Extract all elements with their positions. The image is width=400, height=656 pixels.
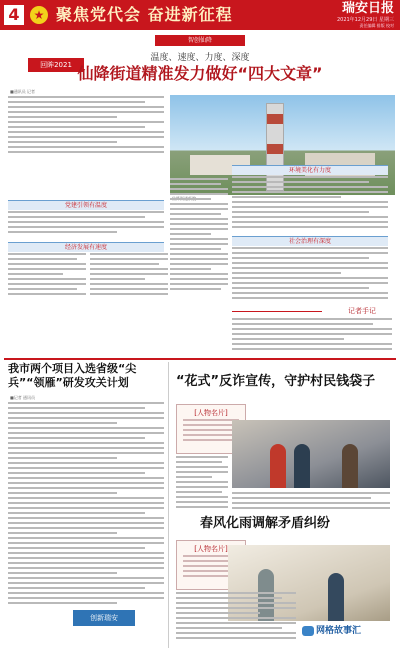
lead-body-text [8, 253, 86, 303]
story2-text [8, 402, 164, 606]
lead-headline: 仙降街道精准发力做好“四大文章” [77, 64, 323, 83]
retrospective-badge: 回眸2021 [28, 58, 84, 72]
story4-text [176, 592, 296, 648]
page-number: 4 [4, 5, 24, 25]
date-line: 2021年12月29日 星期三 [336, 17, 394, 23]
story2-byline: ■记者 通讯员 [10, 395, 36, 400]
lead-body-text [232, 176, 388, 234]
profile-card-label: [人物名片] [194, 545, 228, 553]
rule-line [232, 311, 322, 312]
lead-byline: ■通讯员 记者 [10, 89, 36, 94]
column-logo: 网格故事汇 [316, 626, 362, 636]
innovation-logo: 创新瑞安 [73, 610, 135, 626]
masthead-title: 聚焦党代会 奋进新征程 [56, 5, 233, 24]
section-banner: 智创仙降 [155, 35, 245, 46]
lead-body-text [8, 211, 164, 239]
editor-line: 责任编辑 排版 校对 [359, 23, 394, 28]
section-divider [4, 358, 396, 360]
story4-headline: 春风化雨调解矛盾纠纷 [200, 516, 331, 531]
paper-name: 瑞安日报 [341, 1, 394, 16]
lead-body-text [232, 247, 388, 303]
column-divider [168, 362, 169, 648]
story2-headline: 我市两个项目入选省级“尖兵”“领雁”研发攻关计划 [8, 362, 137, 389]
story3-text [232, 492, 390, 514]
section-party-building: 党建引领有温度 [8, 200, 164, 210]
section-environment: 环境美化有力度 [232, 165, 388, 175]
lead-body-text [170, 178, 228, 303]
reporter-notes-text [232, 318, 392, 354]
anti-fraud-photo [232, 420, 390, 488]
lead-kicker: 温度、速度、力度、深度 [150, 53, 250, 63]
grid-story-icon [302, 626, 314, 636]
party-emblem-icon: ★ [30, 6, 48, 24]
story3-headline: “花式”反诈宣传，守护村民钱袋子 [176, 374, 376, 389]
lead-body-text [90, 253, 168, 303]
lead-intro-text [8, 96, 164, 158]
profile-card-label: [人物名片] [194, 409, 228, 417]
story3-text [176, 456, 228, 514]
section-economy: 经济发展有速度 [8, 242, 164, 252]
reporter-notes-title: 记者手记 [348, 307, 376, 315]
masthead [0, 0, 400, 30]
section-governance: 社会治理有深度 [232, 236, 388, 246]
